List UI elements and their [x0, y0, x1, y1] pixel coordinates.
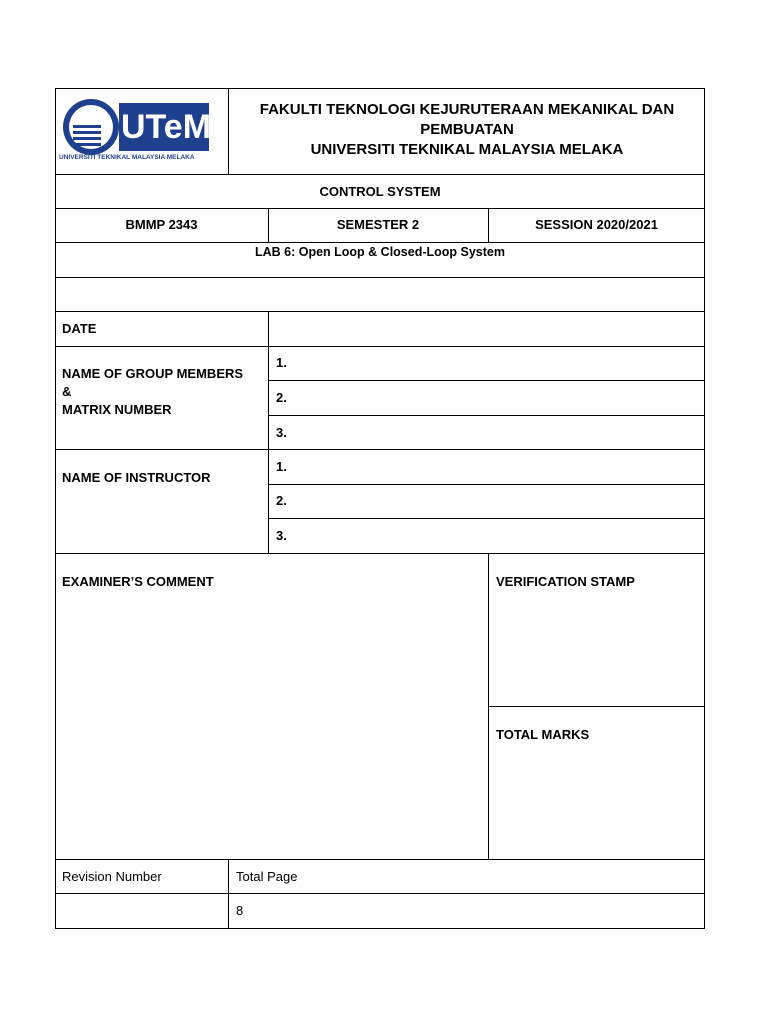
divider [268, 311, 269, 554]
divider [268, 380, 705, 381]
divider [55, 553, 705, 554]
divider [268, 518, 705, 519]
faculty-line-1: FAKULTI TEKNOLOGI KEJURUTERAAN MEKANIKAL DAN [259, 101, 675, 118]
divider [55, 174, 705, 175]
divider [55, 859, 705, 860]
divider [488, 553, 489, 860]
total-marks-label: TOTAL MARKS [496, 727, 590, 742]
members-label-line-3: MATRIX NUMBER [62, 402, 172, 417]
divider [55, 242, 705, 243]
divider [55, 449, 705, 450]
instructor-label: NAME OF INSTRUCTOR [62, 470, 211, 485]
date-field[interactable] [269, 312, 704, 346]
instructor-row-2[interactable]: 2. [276, 493, 287, 508]
divider [228, 859, 229, 929]
total-page-value: 8 [236, 903, 244, 918]
faculty-title [230, 100, 704, 160]
divider [55, 277, 705, 278]
member-row-3[interactable]: 3. [276, 425, 287, 440]
examiner-comment-field[interactable] [56, 592, 487, 858]
date-label: DATE [62, 321, 97, 336]
faculty-line-2: PEMBUATAN [420, 121, 514, 138]
divider [55, 346, 705, 347]
examiner-comment-label: EXAMINER’S COMMENT [62, 574, 214, 589]
session: SESSION 2020/2021 [535, 217, 658, 232]
lab-title: LAB 6: Open Loop & Closed-Loop System [254, 245, 505, 259]
member-row-1[interactable]: 1. [276, 355, 287, 370]
university-name: UNIVERSITI TEKNIKAL MALAYSIA MELAKA [310, 141, 624, 158]
members-label [62, 366, 243, 418]
divider [228, 88, 229, 175]
revision-number-label: Revision Number [62, 869, 162, 884]
course-title: CONTROL SYSTEM [319, 184, 441, 199]
verification-stamp-label: VERIFICATION STAMP [496, 574, 635, 589]
divider [268, 484, 705, 485]
divider [268, 415, 705, 416]
divider [55, 208, 705, 209]
instructor-row-3[interactable]: 3. [276, 528, 287, 543]
logo-brand: UTeM [121, 108, 212, 146]
logo-caption: UNIVERSITI TEKNIKAL MALAYSIA MELAKA [59, 154, 195, 161]
course-code: BMMP 2343 [125, 217, 198, 232]
total-page-label: Total Page [236, 869, 298, 884]
semester: SEMESTER 2 [336, 217, 420, 232]
members-label-line-1: NAME OF GROUP MEMBERS [62, 366, 244, 381]
divider [55, 893, 705, 894]
member-row-2[interactable]: 2. [276, 390, 287, 405]
utem-logo [59, 95, 224, 167]
divider [488, 706, 705, 707]
instructor-row-1[interactable]: 1. [276, 459, 287, 474]
members-label-line-2: & [62, 384, 72, 399]
